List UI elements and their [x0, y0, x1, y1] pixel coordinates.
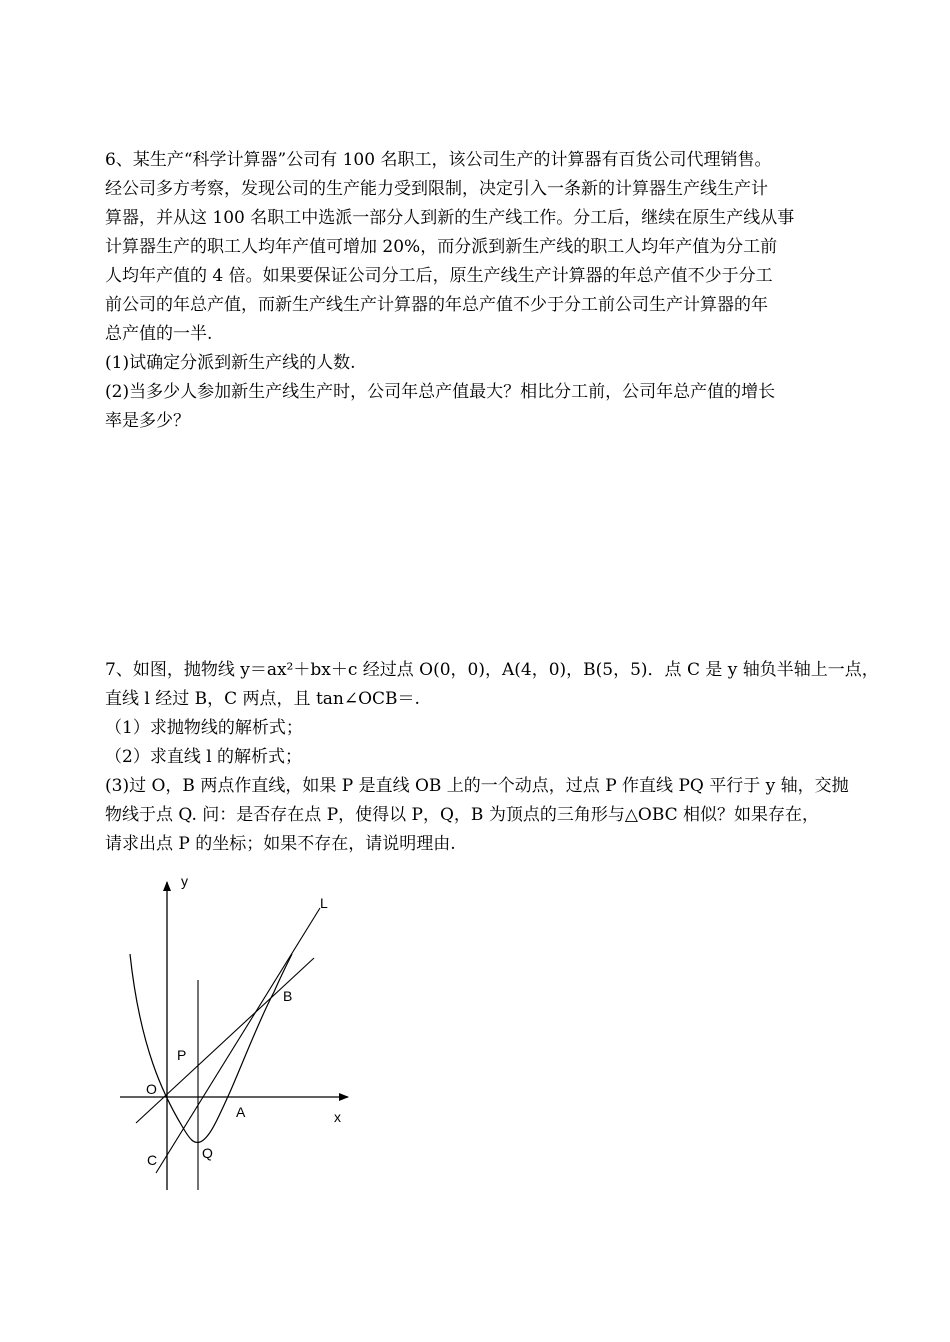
label-b: B [283, 988, 293, 1004]
question-7 [105, 656, 879, 859]
line-l [156, 908, 320, 1173]
q7-line-2: 直线 l 经过 B，C 两点，且 tan∠OCB＝. [105, 689, 420, 709]
label-c: C [147, 1152, 158, 1168]
q6-part-2-cont: 率是多少？ [105, 411, 190, 431]
q6-line-2: 经公司多方考察，发现公司的生产能力受到限制，决定引入一条新的计算器生产线生产计 [105, 179, 768, 199]
parabola-diagram [112, 868, 362, 1198]
label-o: O [146, 1081, 157, 1097]
label-q: Q [202, 1145, 213, 1161]
label-l: L [320, 895, 328, 911]
q7-part-3: (3)过 O，B 两点作直线，如果 P 是直线 OB 上的一个动点，过点 P 作直线 PQ 平行于 y 轴，交抛 [105, 776, 849, 796]
q7-part-2: （2）求直线 l 的解析式； [105, 747, 303, 767]
label-x: x [334, 1109, 341, 1125]
q6-part-1: (1)试确定分派到新生产线的人数. [105, 353, 356, 373]
q7-part-3-cont: 物线于点 Q. 问：是否存在点 P，使得以 P，Q，B 为顶点的三角形与△OBC 相似？如果存在， [105, 805, 820, 825]
q7-line-1: 7、如图，抛物线 y＝ax²＋bx＋c 经过点 O(0，0)，A(4，0)，B(5，5)．点 C 是 y 轴负半轴上一点， [105, 660, 879, 680]
label-p: P [177, 1047, 187, 1063]
question-6 [105, 146, 850, 436]
q6-line-5: 人均年产值的 4 倍。如果要保证公司分工后，原生产线生产计算器的年总产值不少于分工 [105, 266, 773, 286]
q6-line-7: 总产值的一半. [105, 324, 213, 344]
label-y: y [181, 873, 188, 889]
q6-line-4: 计算器生产的职工人均年产值可增加 20%，而分派到新生产线的职工人均年产值为分工前 [105, 237, 778, 257]
parabola-curve [130, 954, 292, 1142]
q6-line-3: 算器，并从这 100 名职工中选派一部分人到新的生产线工作。分工后，继续在原生产线从事 [105, 208, 795, 228]
q6-line-1: 6、某生产“科学计算器”公司有 100 名职工，该公司生产的计算器有百货公司代理销售。 [105, 150, 772, 170]
q7-part-1: （1）求抛物线的解析式； [105, 718, 303, 738]
q7-part-3-end: 请求出点 P 的坐标；如果不存在，请说明理由. [105, 834, 456, 854]
label-a: A [236, 1104, 246, 1120]
line-ob [136, 958, 314, 1123]
q6-line-6: 前公司的年总产值，而新生产线生产计算器的年总产值不少于分工前公司生产计算器的年 [105, 295, 768, 315]
q6-part-2: (2)当多少人参加新生产线生产时，公司年总产值最大？相比分工前，公司年总产值的增长 [105, 382, 776, 402]
parabola-figure [112, 868, 362, 1198]
